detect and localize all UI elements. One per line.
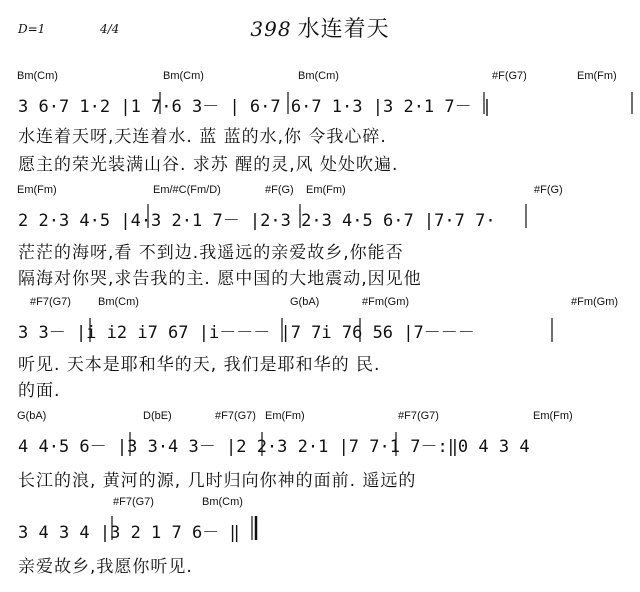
notation-line: 3 4 3 4 |3 2 1 7 6－ ‖ xyxy=(18,523,240,543)
chord-label: #F7(G7) xyxy=(215,410,256,422)
chord-label: Bm(Cm) xyxy=(163,70,204,82)
chord-label: Bm(Cm) xyxy=(202,496,243,508)
lyric-line: 茫茫的海呀,看 不到边.我遥远的亲爱故乡,你能否 xyxy=(18,243,404,263)
lyric-line: 隔海对你哭,求告我的主. 愿中国的大地震动,因见他 xyxy=(18,269,422,289)
chord-label: Bm(Cm) xyxy=(17,70,58,82)
notation-line: 4 4·5 6－ |3 3·4 3－ |2 2·3 2·1 |7 7·1 7－:‖0 4 3 4 xyxy=(18,437,530,457)
chord-label: #Fm(Gm) xyxy=(362,296,410,308)
chord-label: #F7(G7) xyxy=(113,496,154,508)
lyric-line: 的面. xyxy=(18,381,61,401)
chord-label: Em(Fm) xyxy=(306,184,346,196)
notation-line: 2 2·3 4·5 |4·3 2·1 7－ |2·3 2·3 4·5 6·7 |7·7 7· xyxy=(18,211,496,231)
time-signature: 4/4 xyxy=(100,22,120,36)
chord-label: Em/#C(Fm/D) xyxy=(153,184,221,196)
chord-label: #F7(G7) xyxy=(30,296,71,308)
lyric-line: 听见. 天本是耶和华的天, 我们是耶和华的 民. xyxy=(18,355,381,375)
chord-label: Em(Fm) xyxy=(533,410,573,422)
chord-label: Bm(Cm) xyxy=(98,296,139,308)
chord-label: D(bE) xyxy=(143,410,172,422)
chord-label: Em(Fm) xyxy=(265,410,305,422)
lyric-line: 水连着天呀,天连着水. 蓝 蓝的水,你 令我心碎. xyxy=(18,127,387,147)
chord-label: Bm(Cm) xyxy=(298,70,339,82)
notation-line: 3 6·7 1·2 |1 7·6 3－ | 6·7 6·7 1·3 |3 2·1 7－ | xyxy=(18,97,493,117)
key-signature: D=1 xyxy=(18,22,46,36)
song-number: 398 xyxy=(250,17,292,41)
chord-label: #F7(G7) xyxy=(398,410,439,422)
chord-label: #F(G7) xyxy=(492,70,527,82)
lyric-line: 长江的浪, 黄河的源, 几时归向你神的面前. 遥远的 xyxy=(18,471,417,491)
song-name: 水连着天 xyxy=(297,17,390,42)
lyric-line: 亲爱故乡,我愿你听见. xyxy=(18,557,193,577)
chord-label: G(bA) xyxy=(17,410,47,422)
notation-line: 3 3－ |i i2 i7 67 |i－－－ |7 7i 76 56 |7－－－ xyxy=(18,323,475,343)
lyric-line: 愿主的荣光装满山谷. 求苏 醒的灵,风 处处吹遍. xyxy=(18,155,399,175)
chord-label: Em(Fm) xyxy=(17,184,57,196)
chord-label: #F(G) xyxy=(265,184,294,196)
chord-label: Em(Fm) xyxy=(577,70,617,82)
chord-label: G(bA) xyxy=(290,296,320,308)
chord-label: #F(G) xyxy=(534,184,563,196)
chord-label: #Fm(Gm) xyxy=(571,296,619,308)
